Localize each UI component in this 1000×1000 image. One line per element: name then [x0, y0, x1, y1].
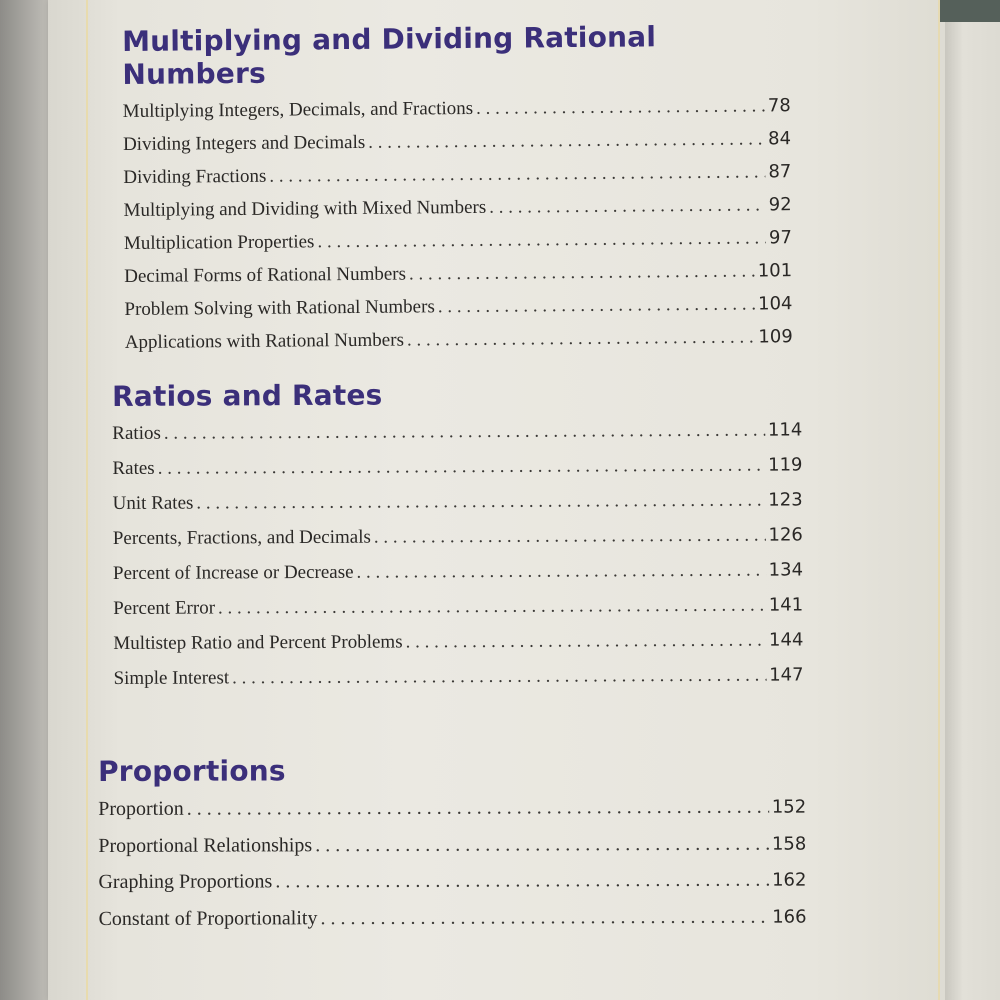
toc-entry	[113, 629, 803, 668]
toc-entry	[113, 524, 803, 563]
entry-page: 141	[768, 594, 804, 616]
toc-section-multiplying-dividing	[122, 19, 793, 365]
dot-leader	[356, 560, 765, 584]
toc-entry	[125, 326, 793, 365]
entry-label: Simple Interest	[113, 667, 230, 689]
section-title: Ratios and Rates	[112, 378, 383, 413]
entry-label: Constant of Proportionality	[98, 906, 318, 930]
entry-label: Graphing Proportions	[98, 870, 273, 893]
entry-page: 166	[772, 906, 807, 928]
entry-page: 162	[772, 869, 807, 891]
entry-label: Proportion	[98, 797, 184, 820]
entry-page: 147	[769, 664, 804, 686]
entry-page: 104	[758, 293, 793, 315]
dot-leader	[320, 905, 769, 930]
toc-section-ratios-rates	[112, 376, 804, 703]
adjacent-page	[945, 0, 1000, 1000]
page-margin-rule	[86, 0, 88, 1000]
toc-entry	[98, 796, 806, 835]
entry-page: 134	[768, 559, 804, 581]
dot-leader	[438, 293, 755, 318]
entry-label: Percent of Increase or Decrease	[112, 561, 354, 584]
entry-label: Problem Solving with Rational Numbers	[124, 296, 435, 320]
entry-page: 101	[757, 260, 793, 282]
entry-page: 114	[767, 419, 803, 441]
toc-section-proportions	[98, 753, 807, 944]
entry-label: Applications with Rational Numbers	[124, 329, 405, 353]
background-corner	[940, 0, 1000, 22]
page-edge-rule	[938, 0, 940, 1000]
dot-leader	[232, 665, 766, 690]
dot-leader	[315, 832, 769, 857]
entry-page: 126	[768, 524, 803, 546]
entry-page: 109	[758, 326, 793, 348]
dot-leader	[407, 326, 756, 351]
entry-label: Dividing Fractions	[123, 165, 267, 188]
dot-leader	[374, 525, 766, 549]
entry-page: 78	[767, 95, 791, 117]
entry-page: 144	[768, 629, 804, 651]
dot-leader	[275, 869, 769, 894]
dot-leader	[409, 260, 755, 285]
dot-leader	[269, 161, 765, 187]
toc-entry	[99, 905, 807, 944]
entry-label: Rates	[112, 457, 155, 479]
entry-page: 97	[768, 227, 792, 249]
entry-page: 92	[768, 194, 792, 216]
entry-label: Percent Error	[113, 597, 216, 619]
dot-leader	[368, 128, 765, 153]
dot-leader	[164, 420, 765, 445]
entry-page: 87	[768, 161, 792, 183]
entry-label: Multiplication Properties	[123, 231, 315, 254]
toc-entry	[113, 594, 803, 633]
dot-leader	[187, 796, 769, 821]
entry-label: Proportional Relationships	[98, 833, 313, 857]
dot-leader	[158, 455, 766, 480]
entry-page: 84	[768, 128, 792, 150]
entry-page: 119	[768, 454, 803, 476]
toc-entry	[98, 869, 806, 908]
dot-leader	[406, 630, 767, 654]
dot-leader	[218, 595, 766, 620]
entry-label: Multiplying Integers, Decimals, and Fractions	[122, 97, 474, 122]
dot-leader	[476, 95, 765, 120]
toc-entry	[98, 832, 806, 871]
entry-label: Ratios	[112, 422, 161, 444]
entry-page: 158	[771, 833, 807, 855]
dot-leader	[196, 490, 765, 515]
entry-label: Dividing Integers and Decimals	[122, 131, 366, 155]
toc-entry	[112, 454, 802, 493]
entry-label: Unit Rates	[112, 492, 194, 514]
toc-entry	[113, 559, 803, 598]
section-title: Proportions	[98, 754, 286, 788]
entry-label: Multiplying and Dividing with Mixed Numbers	[123, 196, 487, 221]
dot-leader	[489, 194, 766, 218]
entry-label: Decimal Forms of Rational Numbers	[124, 263, 407, 287]
section-title: Multiplying and Dividing Rational Numbers	[122, 20, 657, 91]
entry-page: 152	[771, 796, 807, 818]
dot-leader	[317, 227, 766, 253]
entry-label: Multistep Ratio and Percent Problems	[113, 631, 403, 654]
entry-label: Percents, Fractions, and Decimals	[112, 526, 371, 549]
toc-entry	[114, 664, 804, 703]
toc-entry	[112, 419, 802, 458]
toc-entry	[113, 489, 803, 528]
entry-page: 123	[768, 489, 803, 511]
